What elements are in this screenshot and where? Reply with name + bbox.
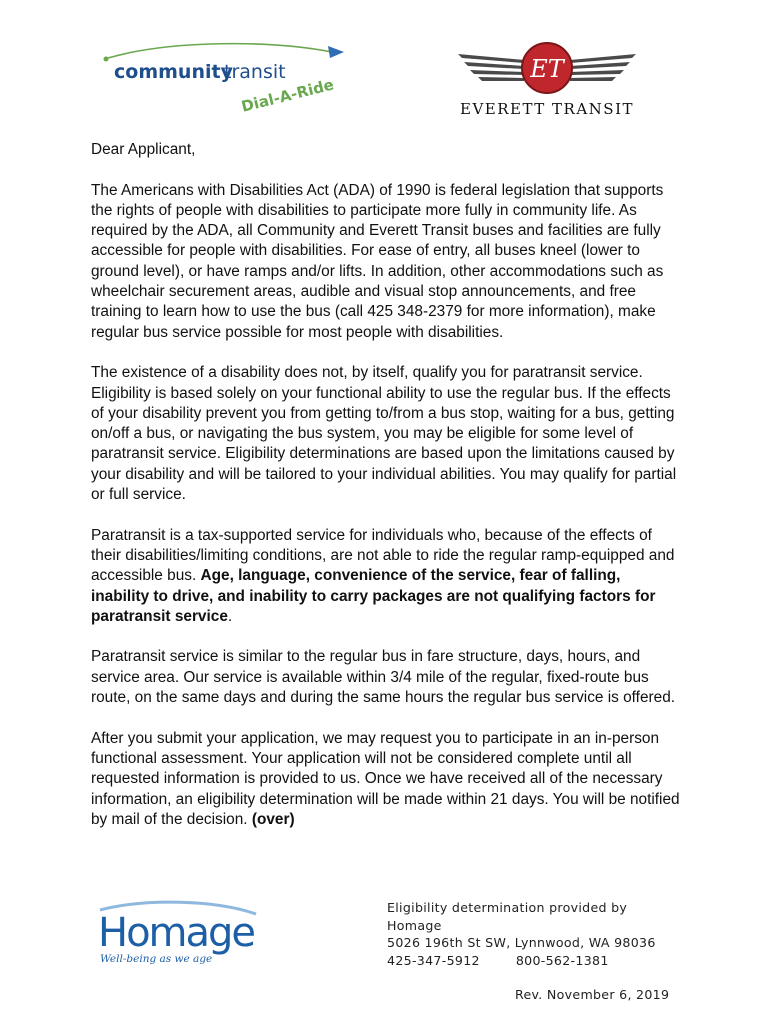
contact-address: 5026 196th St SW, Lynnwood, WA 98036 xyxy=(387,935,656,950)
everett-transit-name: EVERETT TRANSIT xyxy=(460,100,634,118)
letter-body xyxy=(91,140,681,850)
everett-transit-logo xyxy=(452,40,642,120)
homage-tagline: Well-being as we age xyxy=(100,953,213,965)
contact-block xyxy=(387,899,687,969)
revision-date: Rev. November 6, 2019 xyxy=(515,987,670,1002)
ct-word-community: community xyxy=(114,61,233,83)
contact-phones xyxy=(387,952,687,970)
et-monogram: ET xyxy=(530,55,564,83)
phone-tollfree: 800-562-1381 xyxy=(515,952,609,968)
p3-bold-text: Age, language, convenience of the service, fear of falling, inability to drive, and inability to carry packages are not qualifying factors for paratransit service xyxy=(91,567,656,625)
p3-text: Paratransit is a tax-supported service for individuals who, because of the effects of their disabilities/limiting conditions, are not able to ride the regular ramp-equipped and accessible bus. xyxy=(91,526,675,585)
p5-text: After you submit your application, we may request you to participate in an in-person functional assessment. Your application will not be considered complete until all requested information is provided to us. Once we have received all of the necessary information, an eligibility determination will be made within 21 days. You will be notified by mail of the decision. xyxy=(91,729,680,828)
p3-end: . xyxy=(227,607,233,625)
ct-dial-a-ride: Dial-A-Ride xyxy=(239,75,336,114)
ct-word-transit: transit xyxy=(224,61,286,83)
homage-logo-graphic xyxy=(96,900,266,970)
community-transit-logo xyxy=(100,38,360,114)
community-transit-logo-graphic xyxy=(100,38,360,114)
paragraph-assessment xyxy=(91,729,681,830)
arrow-icon xyxy=(328,46,344,58)
everett-transit-wings xyxy=(452,40,642,100)
letter-greeting: Dear Applicant, xyxy=(91,141,196,158)
phone-local: 425-347-5912 xyxy=(387,952,480,968)
paragraph-service-area: Paratransit service is similar to the regular bus in fare structure, days, hours, and service area. Our service is available within 3/4 mile of the regular, fixed-route bus route, on the same days and during the same hours the regular bus service is offered. xyxy=(91,648,676,707)
paragraph-ada: The Americans with Disabilities Act (ADA) of 1990 is federal legislation that supports the rights of people with disabilities to participate more fully in community life. As required by the ADA, all Community and Everett Transit buses and facilities are fully accessible for people with disabilities. For ease of entry, all buses kneel (lower to ground level), or have ramps and/or lifts. In addition, other accommodations such as wheelchair securement areas, audible and visual stop announcements, and free training to learn how to use the bus (call 425 348-2379 for more information), make regular bus service possible for most people with disabilities. xyxy=(91,181,664,341)
paragraph-eligibility: The existence of a disability does not, by itself, qualify you for paratransit service. Eligibility is based solely on your functional ability to use the regular bus. If the effects of your disability prevent you from getting to/from a bus stop, waiting for a bus, getting on/off a bus, or navigating the bus system, you may be eligible for some level of paratransit service. Eligibility determinations are based upon the limitations caused by your disability and will be tailored to your individual abilities. You may qualify for partial or full service. xyxy=(91,364,677,504)
paragraph-paratransit-definition xyxy=(91,526,681,627)
homage-wordmark: Homage xyxy=(98,910,255,956)
contact-line-org: Homage xyxy=(387,917,442,933)
contact-line-provided-by: Eligibility determination provided by xyxy=(387,900,628,915)
over-note: (over) xyxy=(251,810,295,828)
homage-logo xyxy=(96,900,266,970)
